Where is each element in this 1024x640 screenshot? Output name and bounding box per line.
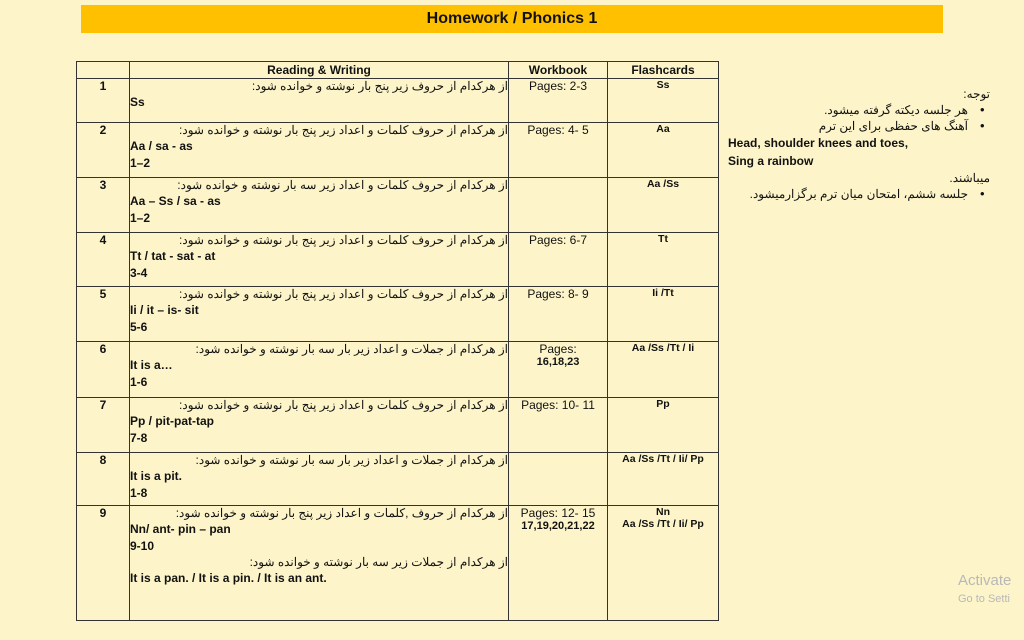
flashcards-text: Nn	[656, 506, 670, 518]
practice-text: Ss	[130, 95, 145, 109]
workbook-cell	[509, 398, 608, 453]
workbook-cell	[509, 342, 608, 398]
workbook-cell	[509, 233, 608, 287]
table-row	[77, 233, 719, 287]
row-number: 8	[77, 453, 130, 506]
page-title: Homework / Phonics 1	[81, 5, 943, 33]
practice-text: It is a pit.	[130, 469, 183, 483]
instruction-text-2: از هرکدام از جملات زیر سه بار نوشته و خوانده شود:	[249, 555, 508, 569]
practice-numbers: 1–2	[130, 156, 151, 170]
table-row	[77, 79, 719, 123]
flashcards-text-2: Aa /Ss /Tt / Ii/ Pp	[622, 518, 704, 530]
flashcards-text: Aa /Ss	[646, 178, 680, 190]
practice-sentences: It is a pan. / It is a pin. / It is an ant.	[130, 571, 327, 585]
flashcards-cell	[608, 506, 719, 621]
instruction-text: از هرکدام از حروف ,کلمات و اعداد زیر پنج بار نوشته و خوانده شود:	[175, 506, 508, 520]
flashcards-cell	[608, 178, 719, 233]
instruction-text: از هرکدام از جملات و اعداد زیر بار سه بار نوشته و خوانده شود:	[195, 342, 508, 356]
table-row	[77, 506, 719, 621]
row-number: 3	[77, 178, 130, 233]
notes-heading: توجه:	[963, 87, 990, 101]
flashcards-text: Aa	[656, 123, 670, 135]
flashcards-cell	[608, 287, 719, 342]
flashcards-cell	[608, 123, 719, 178]
row-number: 9	[77, 506, 130, 621]
practice-numbers: 1-8	[130, 486, 148, 500]
workbook-cell	[509, 79, 608, 123]
reading-writing-cell	[130, 398, 509, 453]
flashcards-text: Aa /Ss /Tt / Ii	[631, 342, 695, 354]
flashcards-cell	[608, 233, 719, 287]
practice-numbers: 3-4	[130, 266, 148, 280]
instruction-text: از هرکدام از جملات و اعداد زیر بار سه بار نوشته و خوانده شود:	[195, 453, 508, 467]
table-header-row	[77, 62, 719, 79]
instruction-text: از هرکدام از حروف کلمات و اعداد زیر پنج بار نوشته و خوانده شود:	[179, 123, 508, 137]
reading-writing-cell	[130, 233, 509, 287]
table-row	[77, 178, 719, 233]
note-item: • آهنگ های حفظی برای این ترم	[728, 118, 990, 134]
instruction-text: از هرکدام از حروف زیر پنج بار نوشته و خوانده شود:	[251, 79, 508, 93]
reading-writing-cell	[130, 342, 509, 398]
header-reading-writing: Reading & Writing	[130, 62, 509, 79]
header-number	[77, 62, 130, 79]
instruction-text: از هرکدام از حروف کلمات و اعداد زیر سه بار نوشته و خوانده شود:	[177, 178, 508, 192]
watermark-line-2: Go to Setti	[958, 593, 1010, 605]
header-flashcards: Flashcards	[608, 62, 719, 79]
row-number: 2	[77, 123, 130, 178]
row-number: 1	[77, 79, 130, 123]
flashcards-cell	[608, 79, 719, 123]
flashcards-cell	[608, 398, 719, 453]
practice-numbers: 7-8	[130, 431, 148, 445]
instruction-text: از هرکدام از حروف کلمات و اعداد زیر پنج بار نوشته و خوانده شود:	[179, 398, 508, 412]
practice-text: Aa – Ss / sa - as	[130, 194, 221, 208]
row-number: 7	[77, 398, 130, 453]
table-row	[77, 342, 719, 398]
reading-writing-cell	[130, 79, 509, 123]
instruction-text: از هرکدام از حروف کلمات و اعداد زیر پنج بار نوشته و خوانده شود:	[179, 233, 508, 247]
workbook-cell	[509, 123, 608, 178]
workbook-pages: Pages: 2-3	[528, 79, 588, 93]
reading-writing-cell	[130, 506, 509, 621]
workbook-pages: Pages: 10- 11	[521, 398, 595, 412]
notes-panel	[728, 86, 990, 202]
flashcards-text: Aa /Ss /Tt / Ii/ Pp	[622, 453, 704, 465]
practice-text: It is a…	[130, 358, 173, 372]
workbook-cell	[509, 287, 608, 342]
note-item: • هر جلسه دیکته گرفته میشود.	[728, 102, 990, 118]
activation-watermark	[958, 572, 1011, 608]
reading-writing-cell	[130, 287, 509, 342]
flashcards-cell	[608, 453, 719, 506]
homework-table	[76, 61, 719, 621]
workbook-cell	[509, 178, 608, 233]
practice-text: Pp / pit-pat-tap	[130, 414, 214, 428]
row-number: 6	[77, 342, 130, 398]
flashcards-text: Ss	[656, 79, 670, 91]
table-row	[77, 123, 719, 178]
workbook-pages: Pages: 8- 9	[527, 287, 589, 301]
flashcards-text: Tt	[658, 233, 668, 245]
practice-numbers: 1-6	[130, 375, 148, 389]
flashcards-text: Ii /Tt	[652, 287, 674, 299]
workbook-cell	[509, 453, 608, 506]
workbook-cell	[509, 506, 608, 621]
practice-numbers: 9-10	[130, 539, 155, 553]
watermark-line-1: Activate	[958, 572, 1012, 589]
practice-numbers: 5-6	[130, 320, 148, 334]
row-number: 4	[77, 233, 130, 287]
workbook-pages: Pages:	[539, 342, 577, 356]
song-title: Sing a rainbow	[728, 154, 814, 168]
reading-writing-cell	[130, 178, 509, 233]
practice-numbers: 1–2	[130, 211, 151, 225]
practice-text: Tt / tat - sat - at	[130, 249, 216, 263]
reading-writing-cell	[130, 123, 509, 178]
workbook-pages: Pages: 6-7	[528, 233, 588, 247]
reading-writing-cell	[130, 453, 509, 506]
song-title: Head, shoulder knees and toes,	[728, 136, 909, 150]
table-row	[77, 398, 719, 453]
workbook-pages: Pages: 12- 15	[520, 506, 596, 520]
workbook-page-list: 16,18,23	[536, 356, 580, 368]
note-item: • جلسه ششم، امتحان میان ترم برگزارمیشود.	[728, 186, 990, 202]
flashcards-text: Pp	[656, 398, 670, 410]
table-row	[77, 453, 719, 506]
practice-text: Aa / sa - as	[130, 139, 193, 153]
table-row	[77, 287, 719, 342]
note-item-continuation: میباشند.	[949, 171, 990, 185]
flashcards-cell	[608, 342, 719, 398]
workbook-page-list: 17,19,20,21,22	[521, 520, 595, 532]
workbook-pages: Pages: 4- 5	[527, 123, 589, 137]
practice-text: Nn/ ant- pin – pan	[130, 522, 231, 536]
practice-text: Ii / it – is- sit	[130, 303, 199, 317]
header-workbook: Workbook	[509, 62, 608, 79]
instruction-text: از هرکدام از حروف کلمات و اعداد زیر پنج بار نوشته و خوانده شود:	[179, 287, 508, 301]
row-number: 5	[77, 287, 130, 342]
